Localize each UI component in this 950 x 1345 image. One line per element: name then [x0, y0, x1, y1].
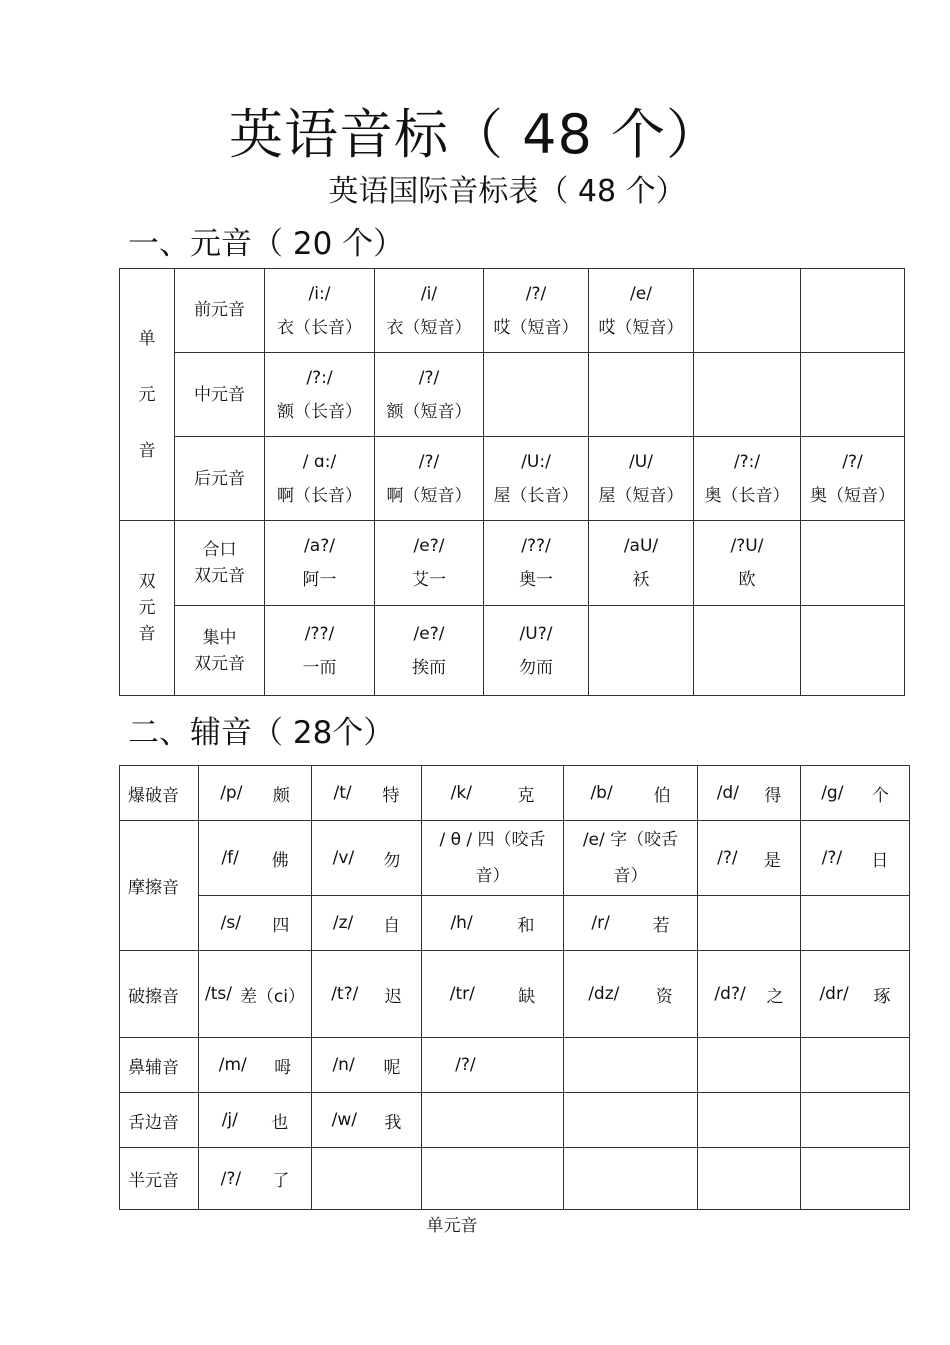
consonants-heading: 二、辅音（ 28个） — [128, 715, 395, 751]
empty-cell — [564, 1148, 698, 1210]
vowel-table — [119, 268, 905, 696]
vowel-cell: /?:/ 奥（长音） — [694, 437, 801, 521]
empty-cell — [801, 1148, 910, 1210]
vowel-cell: /?/ 奥（短音） — [801, 437, 905, 521]
consonant-cell: /d/ 得 — [698, 766, 801, 821]
consonant-cell: /v/ 勿 — [312, 821, 422, 896]
empty-cell — [484, 353, 589, 437]
empty-cell — [694, 606, 801, 696]
consonant-cell: /ts/ 差（ci） — [199, 951, 312, 1038]
empty-cell — [589, 606, 694, 696]
consonant-row-label: 摩擦音 — [120, 821, 199, 951]
consonant-cell: /k/ 克 — [422, 766, 564, 821]
vowel-cell: /i:/ 衣（长音） — [265, 269, 375, 353]
empty-cell — [422, 1148, 564, 1210]
consonant-cell: /t/ 特 — [312, 766, 422, 821]
consonant-cell: /d?/ 之 — [698, 951, 801, 1038]
consonant-cell: /?/ 是 — [698, 821, 801, 896]
consonant-cell: /w/ 我 — [312, 1093, 422, 1148]
empty-cell — [801, 269, 905, 353]
vowel-row-label: 中元音 — [175, 353, 265, 437]
empty-cell — [801, 606, 905, 696]
consonant-row-label: 舌边音 — [120, 1093, 199, 1148]
consonant-cell: /?/ — [422, 1038, 564, 1093]
page-title: 英语音标（ 48 个） — [228, 103, 722, 166]
vowel-cell: /i/ 衣（短音） — [375, 269, 484, 353]
vowel-cell: /U?/ 勿而 — [484, 606, 589, 696]
empty-cell — [564, 1038, 698, 1093]
empty-cell — [801, 521, 905, 606]
vowel-cell: /a?/ 阿一 — [265, 521, 375, 606]
consonant-cell: /tr/ 缺 — [422, 951, 564, 1038]
consonant-cell: /?/ 日 — [801, 821, 910, 896]
vowels-heading: 一、元音（ 20 个） — [128, 226, 405, 262]
consonant-row-label: 鼻辅音 — [120, 1038, 199, 1093]
vowel-cell: /?:/ 额（长音） — [265, 353, 375, 437]
vowel-cell: /??/ 奥一 — [484, 521, 589, 606]
empty-cell — [694, 353, 801, 437]
consonant-cell: /s/ 四 — [199, 896, 312, 951]
vowel-cell: /e/ 哎（短音） — [589, 269, 694, 353]
empty-cell — [801, 1038, 910, 1093]
vowel-cell: /e?/ 艾一 — [375, 521, 484, 606]
empty-cell — [698, 896, 801, 951]
empty-cell — [801, 1093, 910, 1148]
consonant-cell: / θ / 四（咬舌 音） — [422, 821, 564, 896]
consonant-cell: /h/ 和 — [422, 896, 564, 951]
vowel-cell: /e?/ 挨而 — [375, 606, 484, 696]
consonant-cell: /z/ 自 — [312, 896, 422, 951]
monophthong-group-label: 单 元 音 — [120, 269, 175, 521]
consonant-cell: /?/ 了 — [199, 1148, 312, 1210]
consonant-cell: /m/ 呣 — [199, 1038, 312, 1093]
consonant-cell: /j/ 也 — [199, 1093, 312, 1148]
vowel-cell: /?U/ 欧 — [694, 521, 801, 606]
consonant-cell: /t?/ 迟 — [312, 951, 422, 1038]
empty-cell — [801, 896, 910, 951]
vowel-row-label: 合口 双元音 — [175, 521, 265, 606]
empty-cell — [698, 1093, 801, 1148]
page-subtitle: 英语国际音标表（ 48 个） — [328, 174, 686, 209]
consonant-cell: /dr/ 琢 — [801, 951, 910, 1038]
empty-cell — [312, 1148, 422, 1210]
empty-cell — [589, 353, 694, 437]
consonant-cell: /n/ 呢 — [312, 1038, 422, 1093]
consonant-cell: /f/ 佛 — [199, 821, 312, 896]
vowel-row-label: 前元音 — [175, 269, 265, 353]
empty-cell — [698, 1038, 801, 1093]
vowel-cell: /aU/ 袄 — [589, 521, 694, 606]
vowel-cell: /?/ 哎（短音） — [484, 269, 589, 353]
vowel-cell: / ɑ:/ 啊（长音） — [265, 437, 375, 521]
consonant-row-label: 半元音 — [120, 1148, 199, 1210]
consonant-cell: /e/ 字（咬舌 音） — [564, 821, 698, 896]
consonant-row-label: 爆破音 — [120, 766, 199, 821]
consonant-cell: /dz/ 资 — [564, 951, 698, 1038]
vowel-row-label: 集中 双元音 — [175, 606, 265, 696]
consonant-row-label: 破擦音 — [120, 951, 199, 1038]
vowel-cell: /??/ 一而 — [265, 606, 375, 696]
consonant-table — [119, 765, 910, 1210]
vowel-cell: /?/ 啊（短音） — [375, 437, 484, 521]
consonant-cell: /r/ 若 — [564, 896, 698, 951]
vowel-row-label: 后元音 — [175, 437, 265, 521]
footer-caption: 单元音 — [426, 1216, 478, 1236]
vowel-cell: /U/ 屋（短音） — [589, 437, 694, 521]
empty-cell — [801, 353, 905, 437]
empty-cell — [564, 1093, 698, 1148]
vowel-cell: /?/ 额（短音） — [375, 353, 484, 437]
consonant-cell: /b/ 伯 — [564, 766, 698, 821]
consonant-cell: /g/ 个 — [801, 766, 910, 821]
diphthong-group-label: 双 元 音 — [120, 521, 175, 696]
consonant-cell: /p/ 颇 — [199, 766, 312, 821]
vowel-cell: /U:/ 屋（长音） — [484, 437, 589, 521]
empty-cell — [422, 1093, 564, 1148]
empty-cell — [698, 1148, 801, 1210]
empty-cell — [694, 269, 801, 353]
